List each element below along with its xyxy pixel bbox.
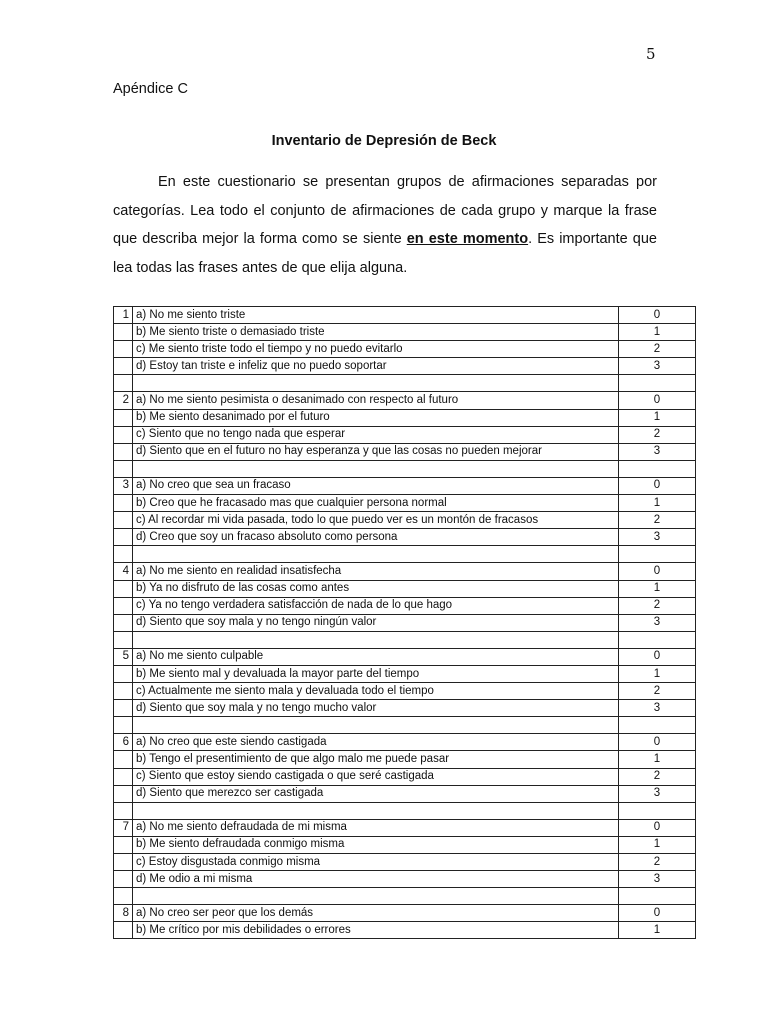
statement-text: d) Me odio a mi misma xyxy=(133,871,619,888)
statement-text: c) Siento que no tengo nada que esperar xyxy=(133,426,619,443)
statement-text: a) No creo que este siendo castigada xyxy=(133,734,619,751)
item-row xyxy=(114,665,696,682)
group-number xyxy=(114,409,133,426)
empty-cell xyxy=(133,802,619,819)
item-row xyxy=(114,734,696,751)
group-number xyxy=(114,580,133,597)
empty-cell xyxy=(619,631,696,648)
inventory-table-body xyxy=(114,307,696,939)
group-number xyxy=(114,836,133,853)
statement-score: 0 xyxy=(619,734,696,751)
statement-score: 0 xyxy=(619,477,696,494)
statement-score: 3 xyxy=(619,785,696,802)
item-row xyxy=(114,324,696,341)
inventory-table xyxy=(113,306,696,939)
statement-text: b) Me siento defraudada conmigo misma xyxy=(133,836,619,853)
statement-text: c) Ya no tengo verdadera satisfacción de nada de lo que hago xyxy=(133,597,619,614)
group-number: 3 xyxy=(114,477,133,494)
statement-text: b) Creo que he fracasado mas que cualquier persona normal xyxy=(133,495,619,512)
statement-text: a) No me siento culpable xyxy=(133,648,619,665)
item-row xyxy=(114,614,696,631)
statement-score: 3 xyxy=(619,443,696,460)
group-number xyxy=(114,922,133,939)
statement-text: c) Estoy disgustada conmigo misma xyxy=(133,854,619,871)
item-row xyxy=(114,512,696,529)
empty-cell xyxy=(133,631,619,648)
statement-score: 1 xyxy=(619,409,696,426)
group-number xyxy=(114,871,133,888)
statement-text: a) No creo ser peor que los demás xyxy=(133,905,619,922)
statement-text: d) Siento que soy mala y no tengo ningún valor xyxy=(133,614,619,631)
group-number xyxy=(114,614,133,631)
item-row xyxy=(114,529,696,546)
group-number: 2 xyxy=(114,392,133,409)
item-row xyxy=(114,700,696,717)
empty-cell xyxy=(133,546,619,563)
item-row xyxy=(114,905,696,922)
statement-score: 1 xyxy=(619,495,696,512)
statement-text: b) Me siento mal y devaluada la mayor parte del tiempo xyxy=(133,665,619,682)
statement-score: 2 xyxy=(619,512,696,529)
item-row xyxy=(114,871,696,888)
item-row xyxy=(114,819,696,836)
separator-row xyxy=(114,375,696,392)
statement-score: 1 xyxy=(619,751,696,768)
item-row xyxy=(114,836,696,853)
instructions-paragraph xyxy=(113,168,657,283)
group-number: 7 xyxy=(114,819,133,836)
item-row xyxy=(114,563,696,580)
statement-text: d) Creo que soy un fracaso absoluto como persona xyxy=(133,529,619,546)
group-number xyxy=(114,768,133,785)
statement-score: 2 xyxy=(619,597,696,614)
statement-score: 3 xyxy=(619,358,696,375)
item-row xyxy=(114,768,696,785)
instructions-text-before: En este cuestionario se presentan grupos de afirmaciones separadas por categorías. Lea todo el conjunto de afirmaciones de cada grupo y marque la frase que describa mejor la forma como se siente xyxy=(113,174,657,248)
empty-cell xyxy=(619,460,696,477)
page-number: 5 xyxy=(646,45,656,63)
statement-text: c) Al recordar mi vida pasada, todo lo que puedo ver es un montón de fracasos xyxy=(133,512,619,529)
statement-score: 0 xyxy=(619,563,696,580)
statement-score: 1 xyxy=(619,922,696,939)
group-number xyxy=(114,512,133,529)
empty-cell xyxy=(619,375,696,392)
item-row xyxy=(114,785,696,802)
statement-score: 3 xyxy=(619,871,696,888)
item-row xyxy=(114,409,696,426)
statement-text: c) Siento que estoy siendo castigada o que seré castigada xyxy=(133,768,619,785)
instructions-emphasis: en este momento xyxy=(406,231,529,248)
item-row xyxy=(114,341,696,358)
empty-cell xyxy=(114,802,133,819)
group-number: 6 xyxy=(114,734,133,751)
item-row xyxy=(114,392,696,409)
group-number xyxy=(114,785,133,802)
group-number xyxy=(114,341,133,358)
statement-text: d) Estoy tan triste e infeliz que no puedo soportar xyxy=(133,358,619,375)
empty-cell xyxy=(114,717,133,734)
item-row xyxy=(114,648,696,665)
group-number xyxy=(114,529,133,546)
group-number: 1 xyxy=(114,307,133,324)
empty-cell xyxy=(114,375,133,392)
group-number xyxy=(114,324,133,341)
statement-text: d) Siento que merezco ser castigada xyxy=(133,785,619,802)
item-row xyxy=(114,854,696,871)
empty-cell xyxy=(133,888,619,905)
empty-cell xyxy=(133,375,619,392)
statement-score: 2 xyxy=(619,854,696,871)
statement-score: 3 xyxy=(619,700,696,717)
separator-row xyxy=(114,802,696,819)
group-number: 5 xyxy=(114,648,133,665)
item-row xyxy=(114,751,696,768)
group-number xyxy=(114,700,133,717)
empty-cell xyxy=(133,460,619,477)
group-number xyxy=(114,751,133,768)
statement-text: c) Me siento triste todo el tiempo y no puedo evitarlo xyxy=(133,341,619,358)
statement-score: 2 xyxy=(619,683,696,700)
separator-row xyxy=(114,631,696,648)
statement-score: 0 xyxy=(619,307,696,324)
statement-text: a) No me siento en realidad insatisfecha xyxy=(133,563,619,580)
statement-score: 0 xyxy=(619,819,696,836)
document-title: Inventario de Depresión de Beck xyxy=(271,133,497,149)
separator-row xyxy=(114,888,696,905)
empty-cell xyxy=(619,802,696,819)
statement-score: 2 xyxy=(619,768,696,785)
empty-cell xyxy=(114,460,133,477)
group-number xyxy=(114,495,133,512)
group-number xyxy=(114,854,133,871)
statement-score: 2 xyxy=(619,341,696,358)
group-number xyxy=(114,665,133,682)
item-row xyxy=(114,307,696,324)
item-row xyxy=(114,477,696,494)
group-number xyxy=(114,597,133,614)
statement-text: a) No me siento pesimista o desanimado con respecto al futuro xyxy=(133,392,619,409)
group-number xyxy=(114,443,133,460)
statement-text: b) Me siento desanimado por el futuro xyxy=(133,409,619,426)
statement-text: b) Me siento triste o demasiado triste xyxy=(133,324,619,341)
statement-text: b) Me crítico por mis debilidades o errores xyxy=(133,922,619,939)
empty-cell xyxy=(619,888,696,905)
statement-text: a) No me siento triste xyxy=(133,307,619,324)
item-row xyxy=(114,580,696,597)
statement-text: b) Tengo el presentimiento de que algo malo me puede pasar xyxy=(133,751,619,768)
separator-row xyxy=(114,717,696,734)
empty-cell xyxy=(114,546,133,563)
group-number xyxy=(114,683,133,700)
appendix-label: Apéndice C xyxy=(113,81,188,97)
item-row xyxy=(114,426,696,443)
statement-score: 1 xyxy=(619,324,696,341)
empty-cell xyxy=(114,631,133,648)
empty-cell xyxy=(114,888,133,905)
item-row xyxy=(114,597,696,614)
item-row xyxy=(114,358,696,375)
statement-score: 3 xyxy=(619,529,696,546)
separator-row xyxy=(114,460,696,477)
statement-text: d) Siento que en el futuro no hay esperanza y que las cosas no pueden mejorar xyxy=(133,443,619,460)
statement-text: a) No creo que sea un fracaso xyxy=(133,477,619,494)
statement-score: 1 xyxy=(619,836,696,853)
statement-score: 3 xyxy=(619,614,696,631)
empty-cell xyxy=(133,717,619,734)
item-row xyxy=(114,495,696,512)
statement-text: d) Siento que soy mala y no tengo mucho valor xyxy=(133,700,619,717)
statement-score: 2 xyxy=(619,426,696,443)
statement-score: 1 xyxy=(619,580,696,597)
item-row xyxy=(114,922,696,939)
item-row xyxy=(114,443,696,460)
group-number xyxy=(114,426,133,443)
instructions-text-after: . Es importante que lea todas las frases antes de que elija alguna. xyxy=(113,231,657,277)
group-number: 4 xyxy=(114,563,133,580)
separator-row xyxy=(114,546,696,563)
group-number: 8 xyxy=(114,905,133,922)
item-row xyxy=(114,683,696,700)
statement-score: 1 xyxy=(619,665,696,682)
statement-text: c) Actualmente me siento mala y devaluada todo el tiempo xyxy=(133,683,619,700)
statement-text: b) Ya no disfruto de las cosas como antes xyxy=(133,580,619,597)
statement-text: a) No me siento defraudada de mi misma xyxy=(133,819,619,836)
statement-score: 0 xyxy=(619,905,696,922)
statement-score: 0 xyxy=(619,392,696,409)
statement-score: 0 xyxy=(619,648,696,665)
group-number xyxy=(114,358,133,375)
empty-cell xyxy=(619,546,696,563)
empty-cell xyxy=(619,717,696,734)
